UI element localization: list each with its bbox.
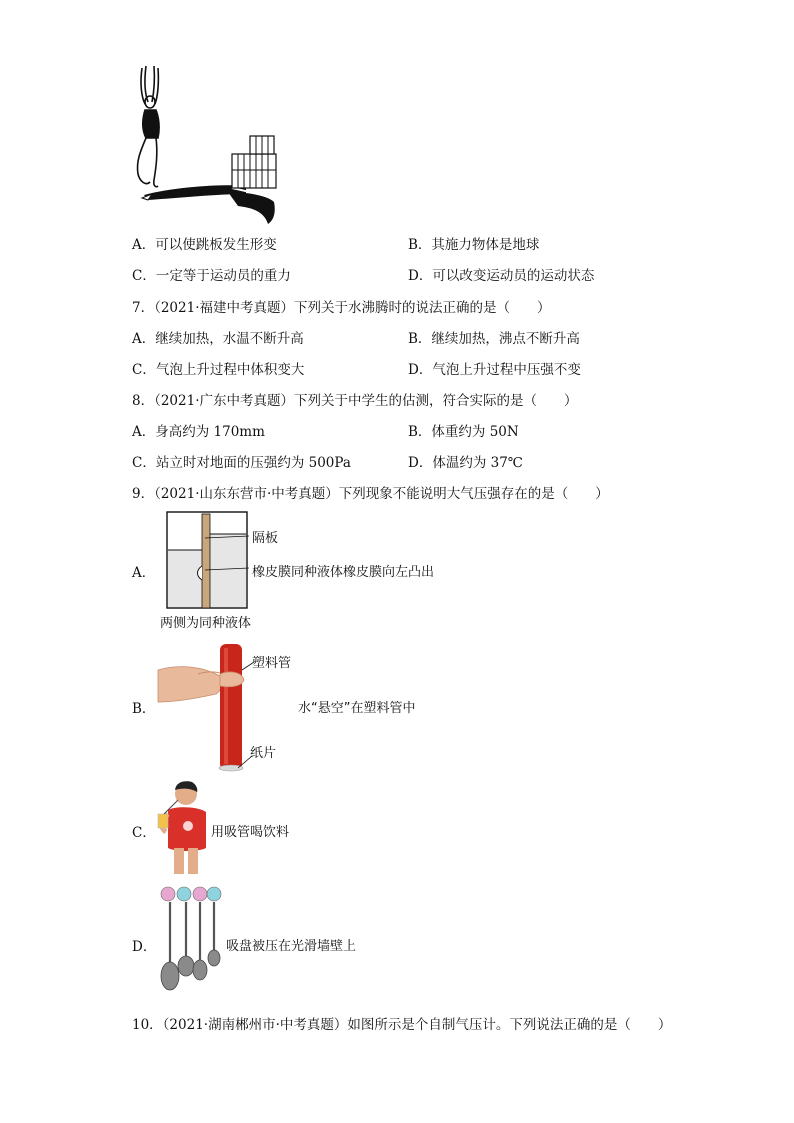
partition-label: 隔板 (252, 531, 279, 546)
q8-option-c[interactable]: C．站立时对地面的压强约为 500Pa (132, 455, 351, 471)
q8-option-b[interactable]: B．体重约为 50N (408, 424, 519, 440)
q8-stem: 8．（2021·广东中考真题）下列关于中学生的估测，符合实际的是（ ） (132, 393, 578, 409)
same-liquid-caption: 两侧为同种液体 (160, 616, 252, 631)
q7-stem: 7．（2021·福建中考真题）下列关于水沸腾时的说法正确的是（ ） (132, 300, 551, 316)
q7-option-a[interactable]: A．继续加热，水温不断升高 (132, 331, 304, 347)
q7-option-c[interactable]: C．气泡上升过程中体积变大 (132, 362, 305, 378)
membrane-label: 橡皮膜同种液体橡皮膜向左凸出 (252, 565, 435, 580)
water-suspended-caption: 水“悬空”在塑料管中 (298, 701, 416, 716)
q8-option-a[interactable]: A．身高约为 170mm (132, 424, 265, 440)
tube-label: 塑料管 (252, 656, 292, 671)
boy-straw-figure (154, 778, 210, 876)
straw-caption: 用吸管喝饮料 (211, 825, 290, 840)
paper-label: 纸片 (250, 746, 277, 761)
q9-option-c-label[interactable]: C． (132, 825, 156, 841)
partition-leader-lines (205, 530, 255, 575)
q7-option-d[interactable]: D．气泡上升过程中压强不变 (408, 362, 581, 378)
q6-option-c[interactable]: C．一定等于运动员的重力 (132, 268, 291, 284)
q7-option-b[interactable]: B．继续加热，沸点不断升高 (408, 331, 580, 347)
q9-stem: 9．（2021·山东东营市·中考真题）下列现象不能说明大气压强存在的是（ ） (132, 486, 609, 502)
suction-cup-caption: 吸盘被压在光滑墙壁上 (226, 939, 357, 954)
diving-board-figure (128, 62, 288, 227)
q9-option-d-label[interactable]: D． (132, 939, 157, 955)
q6-option-a[interactable]: A．可以使跳板发生形变 (132, 237, 277, 253)
q10-stem: 10．（2021·湖南郴州市·中考真题）如图所示是个自制气压计。下列说法正确的是（ ） (132, 1017, 672, 1033)
q9-option-a-label[interactable]: A． (132, 565, 156, 581)
q8-option-d[interactable]: D．体温约为 37℃ (408, 455, 523, 471)
suction-cups-figure (158, 884, 226, 994)
q6-option-d[interactable]: D．可以改变运动员的运动状态 (408, 268, 595, 284)
q6-option-b[interactable]: B．其施力物体是地球 (408, 237, 540, 253)
q9-option-b-label[interactable]: B． (132, 701, 156, 717)
